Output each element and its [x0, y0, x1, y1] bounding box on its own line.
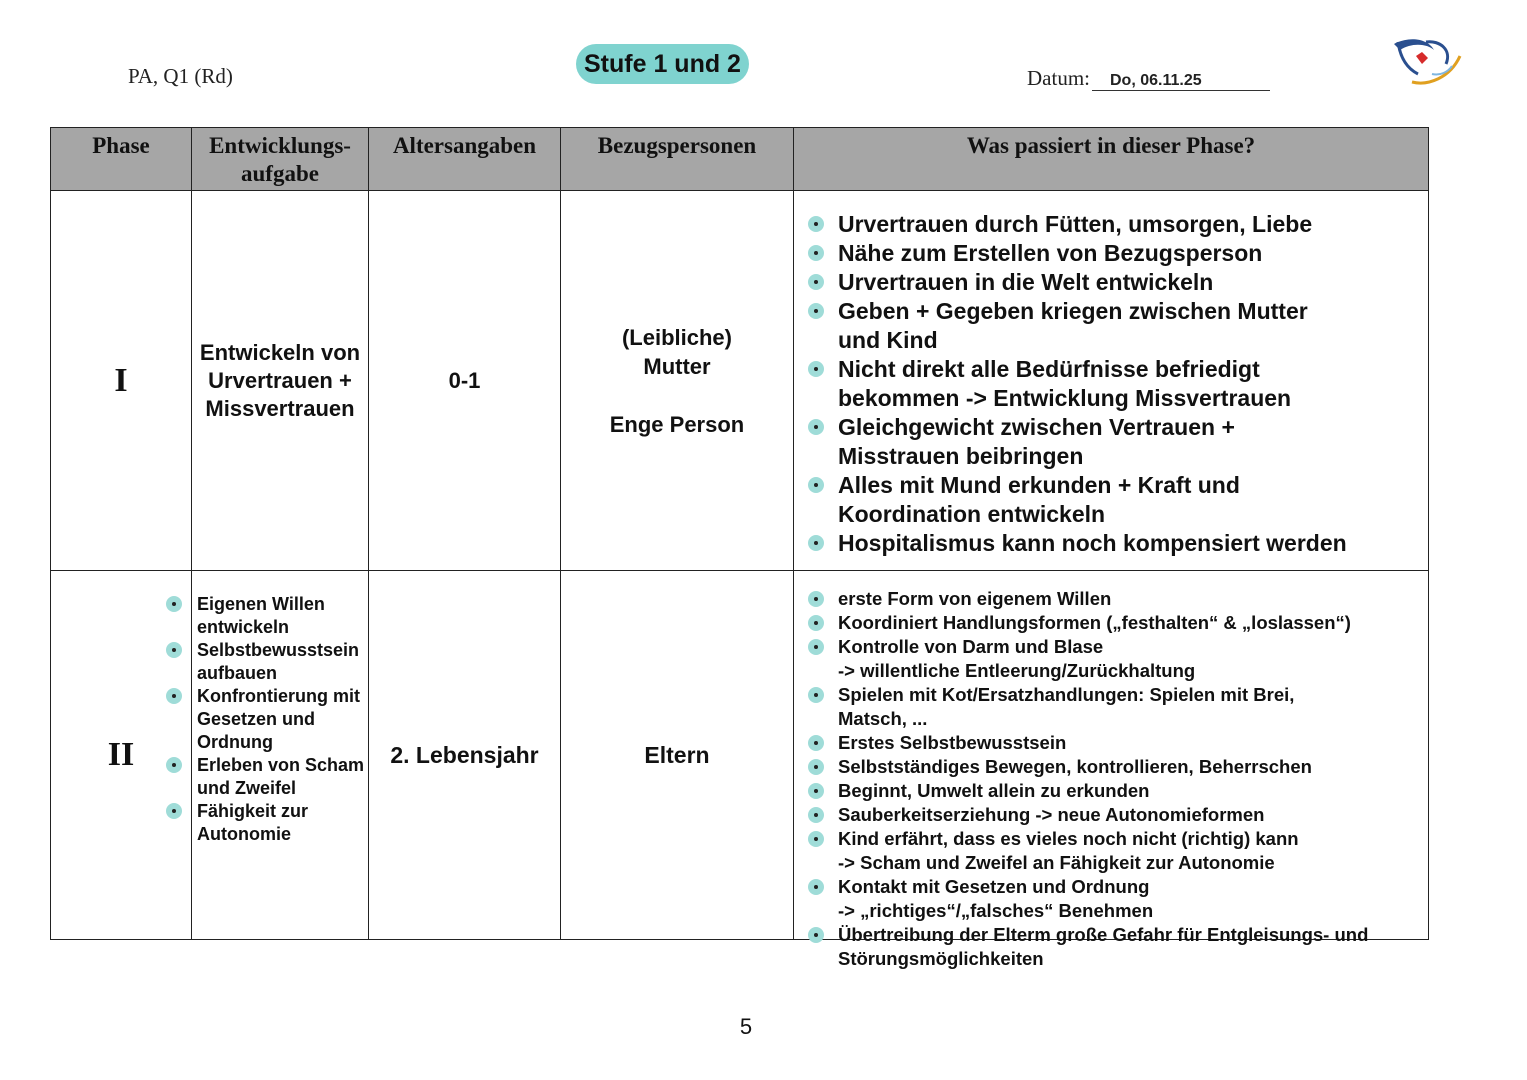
bullet-icon: [166, 688, 182, 704]
table-row: [51, 571, 1429, 940]
bullet-icon: [808, 807, 824, 823]
bullet-icon: [808, 735, 824, 751]
list-item: Kind erfährt, dass es vieles noch nicht (richtig) kann -> Scham und Zweifel an Fähigkeit zur Autonomie: [794, 827, 1414, 875]
page-number: 5: [739, 1014, 753, 1039]
bullet-icon: [808, 535, 824, 551]
passiert-cell: [794, 191, 1429, 571]
bullet-icon: [808, 759, 824, 775]
list-item: Übertreibung der Elterm große Gefahr für Entgleisungs- und Störungsmöglichkeiten: [794, 923, 1414, 971]
school-logo-icon: [1388, 34, 1464, 90]
bullet-icon: [808, 361, 824, 377]
list-item: Erleben von Scham und Zweifel: [192, 754, 368, 800]
list-item: Urvertrauen durch Fütten, umsorgen, Liebe: [794, 210, 1428, 239]
passiert-list: [794, 587, 1414, 971]
page-title: Stufe 1 und 2: [576, 44, 749, 84]
bullet-icon: [808, 879, 824, 895]
bullet-icon: [808, 927, 824, 943]
date-value: Do, 06.11.25: [1092, 72, 1270, 91]
list-item: Erstes Selbstbewusstsein: [794, 731, 1414, 755]
bullet-icon: [808, 303, 824, 319]
bullet-icon: [166, 803, 182, 819]
list-item: Selbstbewusstsein aufbauen: [192, 639, 368, 685]
table-header-row: [51, 128, 1429, 191]
list-item: Kontrolle von Darm und Blase -> willentliche Entleerung/Zurückhaltung: [794, 635, 1414, 683]
phase-cell: II: [51, 571, 192, 940]
list-item: erste Form von eigenem Willen: [794, 587, 1414, 611]
col-header-phase: Phase: [51, 128, 192, 191]
list-item: Geben + Gegeben kriegen zwischen Mutter und Kind: [794, 297, 1428, 355]
date-line: [1027, 66, 1270, 91]
bullet-icon: [166, 757, 182, 773]
bullet-icon: [808, 831, 824, 847]
bullet-icon: [808, 639, 824, 655]
list-item: Alles mit Mund erkunden + Kraft und Koordination entwickeln: [794, 471, 1428, 529]
phase-cell: I: [51, 191, 192, 571]
bullet-icon: [808, 783, 824, 799]
list-item: Urvertrauen in die Welt entwickeln: [794, 268, 1428, 297]
aufgabe-cell: Entwickeln von Urvertrauen + Missvertrauen: [192, 191, 369, 571]
bullet-icon: [808, 274, 824, 290]
bullet-icon: [808, 419, 824, 435]
aufgabe-list: [192, 593, 368, 846]
aufgabe-cell: [192, 571, 369, 940]
list-item: Selbstständiges Bewegen, kontrollieren, Beherrschen: [794, 755, 1414, 779]
list-item: Gleichgewicht zwischen Vertrauen + Misstrauen beibringen: [794, 413, 1428, 471]
bullet-icon: [808, 245, 824, 261]
course-label: PA, Q1 (Rd): [128, 64, 233, 88]
date-label: Datum:: [1027, 66, 1090, 90]
list-item: Hospitalismus kann noch kompensiert werden: [794, 529, 1428, 558]
list-item: Nähe zum Erstellen von Bezugsperson: [794, 239, 1428, 268]
list-item: Fähigkeit zur Autonomie: [192, 800, 368, 846]
list-item: Kontakt mit Gesetzen und Ordnung -> „richtiges“/„falsches“ Benehmen: [794, 875, 1414, 923]
list-item: Sauberkeitserziehung -> neue Autonomieformen: [794, 803, 1414, 827]
col-header-passiert: Was passiert in dieser Phase?: [794, 128, 1429, 191]
bullet-icon: [166, 596, 182, 612]
list-item: Koordiniert Handlungsformen („festhalten“ & „loslassen“): [794, 611, 1414, 635]
table-row: [51, 191, 1429, 571]
list-item: Nicht direkt alle Bedürfnisse befriedigt bekommen -> Entwicklung Missvertrauen: [794, 355, 1428, 413]
list-item: Eigenen Willen entwickeln: [192, 593, 368, 639]
bullet-icon: [166, 642, 182, 658]
bullet-icon: [808, 216, 824, 232]
bullet-icon: [808, 687, 824, 703]
alter-cell: 2. Lebensjahr: [369, 571, 561, 940]
list-item: Konfrontierung mit Gesetzen und Ordnung: [192, 685, 368, 754]
bezug-cell: Eltern: [561, 571, 794, 940]
passiert-cell: [794, 571, 1429, 969]
bullet-icon: [808, 477, 824, 493]
alter-cell: 0-1: [369, 191, 561, 571]
col-header-aufgabe: Entwicklungs- aufgabe: [192, 128, 369, 191]
phase-table: [50, 127, 1429, 969]
bullet-icon: [808, 591, 824, 607]
col-header-alter: Altersangaben: [369, 128, 561, 191]
list-item: Spielen mit Kot/Ersatzhandlungen: Spielen mit Brei, Matsch, ...: [794, 683, 1414, 731]
col-header-bezug: Bezugspersonen: [561, 128, 794, 191]
list-item: Beginnt, Umwelt allein zu erkunden: [794, 779, 1414, 803]
bullet-icon: [808, 615, 824, 631]
passiert-list: [794, 210, 1428, 558]
bezug-cell: (Leibliche) Mutter Enge Person: [561, 191, 794, 571]
